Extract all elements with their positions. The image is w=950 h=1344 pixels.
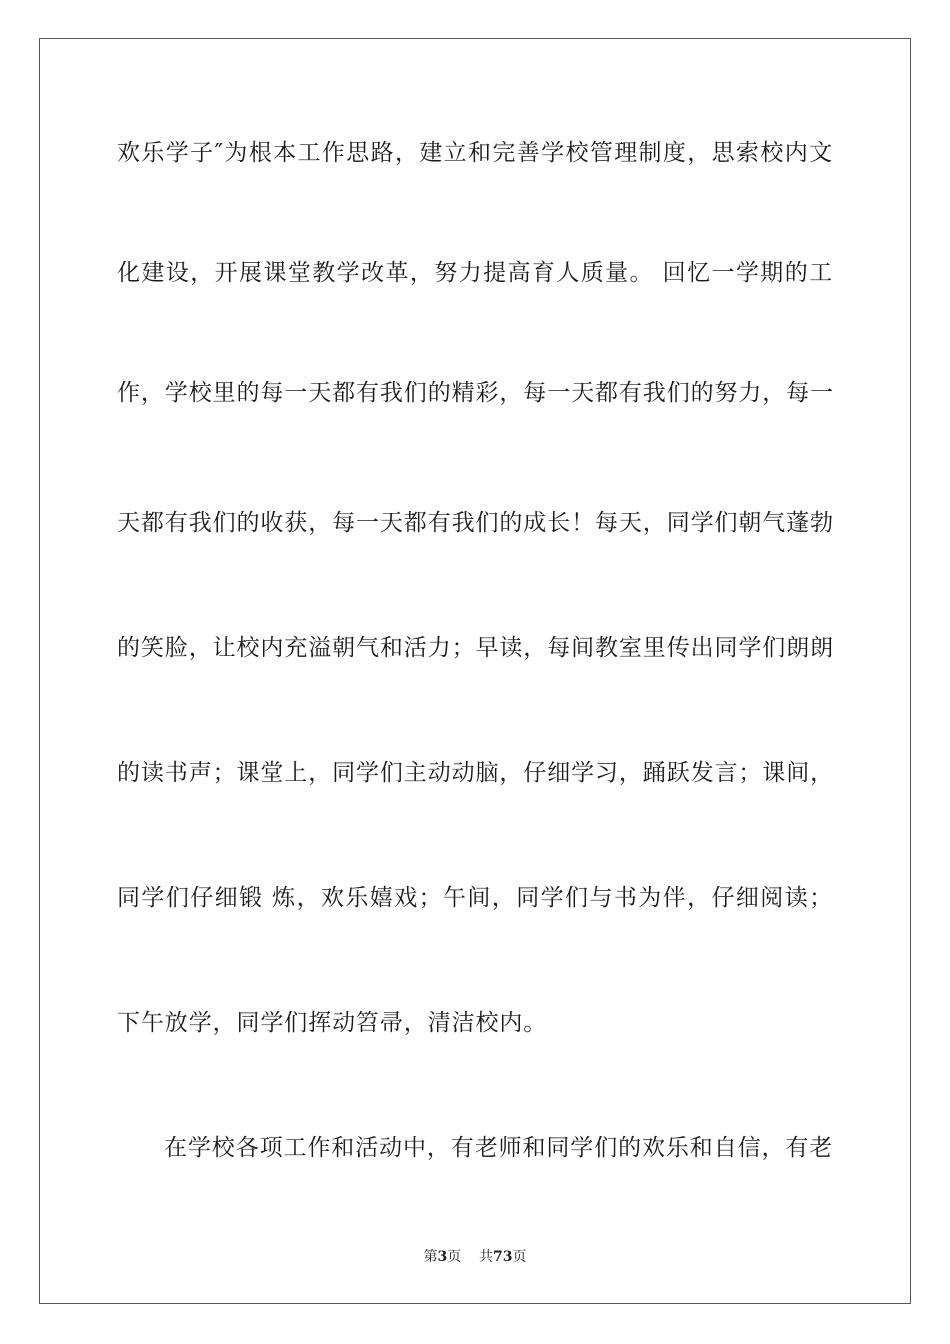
footer-page-number: 3 (437, 1249, 448, 1265)
footer-page-prefix: 第 (423, 1249, 438, 1265)
page-border (39, 38, 911, 1304)
text-line-4: 天都有我们的收获，每一天都有我们的成长！每天，同学们朝气蓬勃 (117, 510, 834, 536)
text-line-7: 同学们仔细锻 炼，欢乐嬉戏；午间，同学们与书为伴，仔细阅读； (117, 885, 833, 911)
text-line-5: 的笑脸，让校内充溢朝气和活力；早读，每间教室里传出同学们朗朗 (117, 635, 834, 661)
footer-total-suffix: 页 (512, 1249, 527, 1265)
text-line-8: 下午放学，同学们挥动笤帚，清洁校内。 (117, 1010, 548, 1036)
text-line-9-paragraph-start: 在学校各项工作和活动中，有老师和同学们的欢乐和自信，有老 (164, 1135, 834, 1161)
text-line-2: 化建设，开展课堂教学改革，努力提高育人质量。 回忆一学期的工 (117, 260, 833, 286)
page-footer (0, 1248, 950, 1266)
text-line-1: 欢乐学子″为根本工作思路，建立和完善学校管理制度，思索校内文 (117, 140, 833, 166)
footer-total-prefix: 共 (479, 1249, 494, 1265)
footer-page-suffix: 页 (447, 1249, 462, 1265)
footer-total-pages: 73 (493, 1249, 513, 1265)
text-line-6: 的读书声；课堂上，同学们主动动脑，仔细学习，踊跃发言；课间， (117, 760, 834, 786)
text-line-3: 作，学校里的每一天都有我们的精彩，每一天都有我们的努力，每一 (117, 380, 834, 406)
